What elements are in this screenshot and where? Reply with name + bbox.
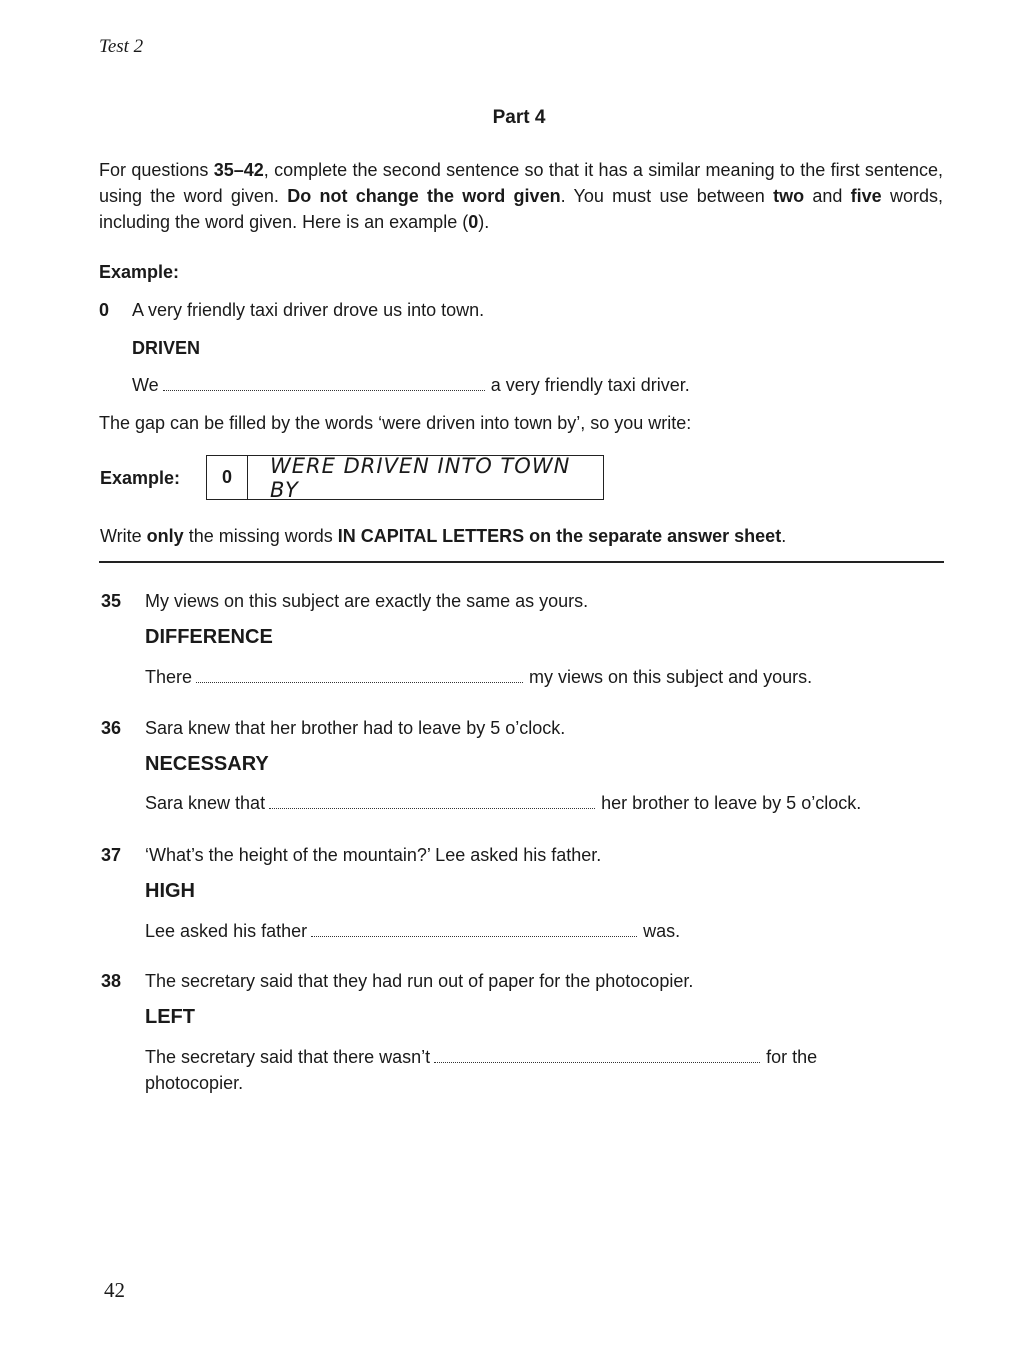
question-range: 35–42 — [213, 160, 264, 180]
question-number: 36 — [101, 718, 122, 738]
answer-gap — [434, 1044, 760, 1063]
instructions-paragraph: For questions 35–42, complete the second sentence so that it has a similar meaning to the first sentence, using the word given. Do not change the word given. You must use between two and five words, including the word given. Here is an example (0). — [99, 160, 943, 232]
question-gap-sentence: There my views on this subject and yours. — [145, 664, 812, 690]
write-note: Write only the missing words IN CAPITAL LETTERS on the separate answer sheet. — [100, 526, 787, 546]
question-keyword: LEFT — [145, 1006, 195, 1028]
answer-gap — [196, 664, 523, 683]
question-gap-sentence: The secretary said that there wasn’t for the — [145, 1044, 817, 1070]
page-number: 42 — [104, 1278, 125, 1302]
question-keyword: DIFFERENCE — [145, 626, 273, 648]
question-sentence: Sara knew that her brother had to leave by 5 o’clock. — [145, 718, 566, 738]
example-answer-box — [206, 455, 604, 500]
example-heading: Example: — [99, 262, 180, 282]
example-answer-gap — [163, 372, 485, 391]
question-sentence: My views on this subject are exactly the same as yours. — [145, 591, 589, 611]
question-number: 37 — [101, 845, 122, 865]
question-gap-sentence: Sara knew that her brother to leave by 5 o’clock. — [145, 790, 861, 816]
question-sentence: ‘What’s the height of the mountain?’ Lee asked his father. — [145, 845, 602, 865]
question-number: 35 — [101, 591, 122, 611]
example-box-label: Example: — [100, 468, 181, 488]
question-gap-sentence: Lee asked his father was. — [145, 918, 680, 944]
example-keyword: DRIVEN — [132, 338, 201, 358]
example-sentence: A very friendly taxi driver drove us into town. — [132, 300, 485, 320]
example-box-answer: WERE DRIVEN INTO TOWN BY — [270, 453, 571, 502]
running-head: Test 2 — [99, 36, 144, 57]
example-box-number: 0 — [207, 456, 248, 499]
question-keyword: HIGH — [145, 880, 195, 902]
question-keyword: NECESSARY — [145, 753, 269, 775]
question-number: 38 — [101, 971, 122, 991]
example-explanation: The gap can be filled by the words ‘were driven into town by’, so you write: — [99, 413, 692, 433]
answer-gap — [269, 790, 595, 809]
question-gap-continuation: photocopier. — [145, 1073, 244, 1093]
example-number: 0 — [99, 300, 110, 320]
question-sentence: The secretary said that they had run out of paper for the photocopier. — [145, 971, 694, 991]
example-gap-sentence: We a very friendly taxi driver. — [132, 372, 690, 398]
part-title: Part 4 — [492, 107, 546, 128]
answer-gap — [311, 918, 637, 937]
section-divider — [99, 561, 944, 563]
